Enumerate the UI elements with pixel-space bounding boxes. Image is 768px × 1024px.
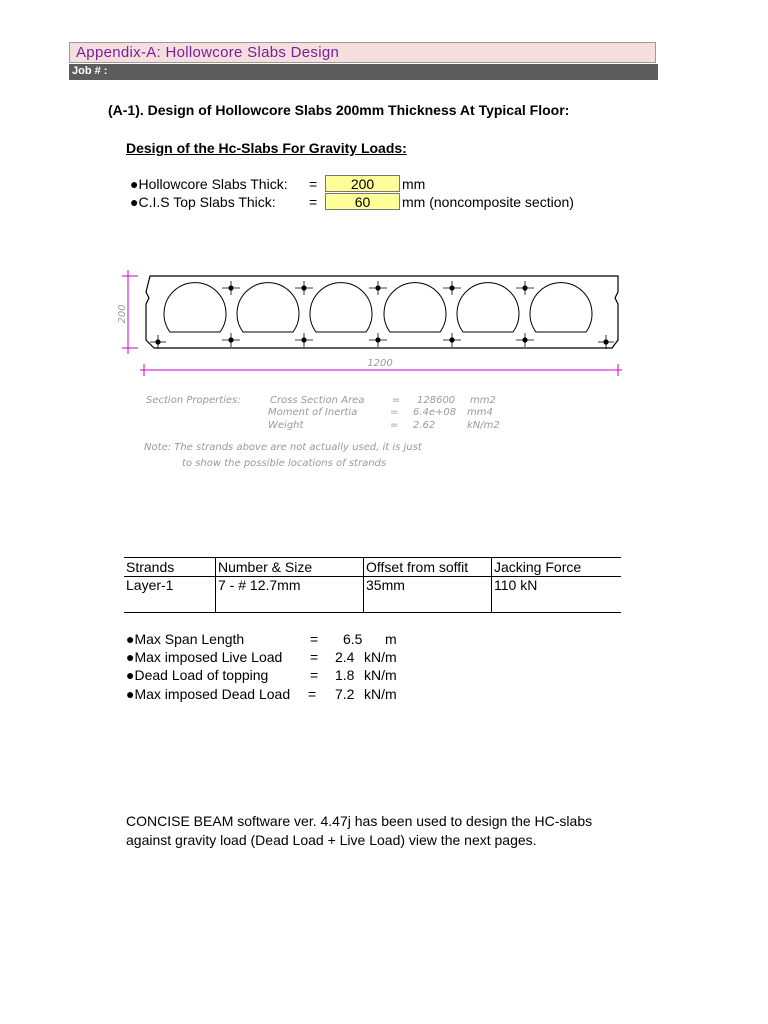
table-col-rule [215,557,216,613]
weight-unit: kN/m2 [467,420,500,431]
table-col-rule [363,557,364,613]
note-line-2: to show the possible locations of strands [182,458,387,469]
load-value-topping: 1.8 [335,667,355,683]
load-value-dead: 7.2 [335,686,355,702]
document-title: Appendix-A: Hollowcore Slabs Design [76,44,340,61]
conclusion-line-1: CONCISE BEAM software ver. 4.47j has been used to design the HC-slabs [126,813,593,829]
sub-heading: Design of the Hc-Slabs For Gravity Loads: [126,140,407,156]
area-value: 128600 [417,395,456,406]
load-label-live: ●Max imposed Live Load [126,649,283,665]
height-label: 200 [117,304,128,324]
load-unit-live: kN/m [364,649,397,665]
input-unit-cis-thick: mm (noncomposite section) [402,194,574,210]
table-top-rule [124,557,621,558]
table-header-jacking-force: Jacking Force [494,559,582,575]
load-value-live: 2.4 [335,649,355,665]
table-header-strands: Strands [126,559,175,575]
job-label: Job # : [72,65,108,77]
section-properties-label: Section Properties: [146,395,241,406]
note-line-1: Note: The strands above are not actually used, it is just [144,442,422,453]
area-label: Cross Section Area [270,395,365,406]
table-cell-offset: 35mm [366,577,405,593]
table-header-number-size: Number & Size [218,559,313,575]
input-label-cis-thick: ●C.I.S Top Slabs Thick: [130,194,276,210]
table-col-rule [491,557,492,613]
hollowcore-section-diagram [110,262,640,477]
input-eq-hc-thick: = [309,176,318,192]
slab-outline [146,276,618,348]
job-bar [69,64,658,80]
table-header-offset: Offset from soffit [366,559,469,575]
area-eq: = [392,395,401,406]
area-unit: mm2 [470,395,496,406]
inertia-value: 6.4e+08 [413,407,457,418]
load-eq-span: = [310,631,319,647]
title-bar [69,42,656,63]
table-cell-jacking-force: 110 kN [494,577,538,593]
input-unit-hc-thick: mm [402,176,426,192]
inertia-unit: mm4 [467,407,493,418]
inertia-eq: = [390,407,399,418]
table-cell-number-size: 7 - # 12.7mm [218,577,301,593]
weight-eq: = [390,420,399,431]
strand-locations [150,281,614,349]
table-bottom-rule [124,612,621,613]
conclusion-line-2: against gravity load (Dead Load + Live Load) view the next pages. [126,832,537,848]
cis-thick-input[interactable]: 60 [325,193,400,210]
table-cell-layer: Layer-1 [126,577,174,593]
width-label: 1200 [367,358,393,369]
input-eq-cis-thick: = [309,194,318,210]
weight-value: 2.62 [413,420,436,431]
load-eq-live: = [310,649,319,665]
load-value-span: 6.5 [343,631,363,647]
hc-thick-input[interactable]: 200 [325,175,400,192]
load-label-dead: ●Max imposed Dead Load [126,686,291,702]
main-heading: (A-1). Design of Hollowcore Slabs 200mm Thickness At Typical Floor: [108,102,570,118]
load-eq-dead: = [308,686,317,702]
load-unit-span: m [385,631,397,647]
load-label-span: ●Max Span Length [126,631,245,647]
load-eq-topping: = [310,667,319,683]
weight-label: Weight [268,420,304,431]
load-unit-topping: kN/m [364,667,397,683]
load-label-topping: ●Dead Load of topping [126,667,269,683]
inertia-label: Moment of Inertia [268,407,358,418]
load-unit-dead: kN/m [364,686,397,702]
input-label-hc-thick: ●Hollowcore Slabs Thick: [130,176,288,192]
